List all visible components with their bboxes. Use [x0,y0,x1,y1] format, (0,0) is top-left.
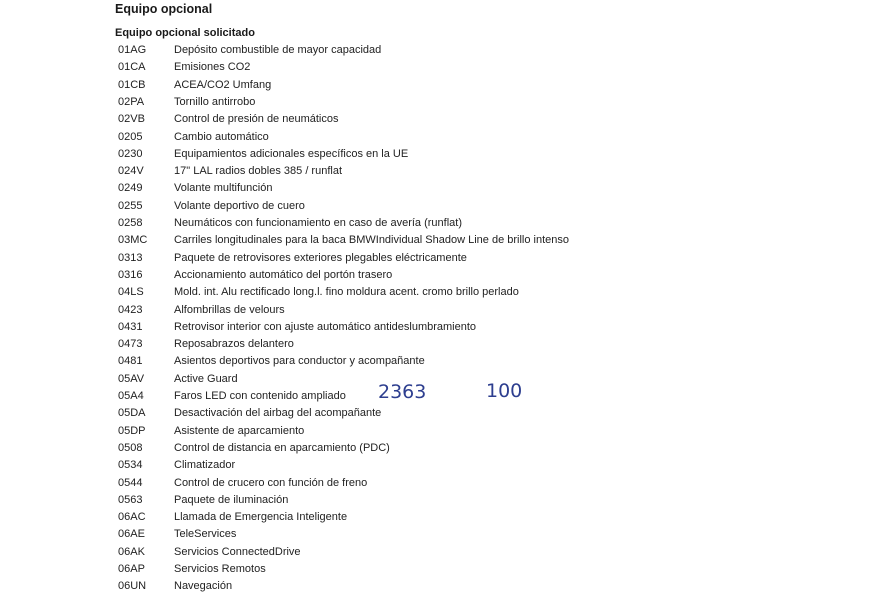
item-code: 0316 [118,268,143,281]
item-code: 05AV [118,372,145,385]
item-description: Asistente de aparcamiento [174,424,305,437]
item-description: Control de crucero con función de freno [174,476,368,489]
item-code: 01CA [118,61,146,74]
item-description: Servicios ConnectedDrive [174,545,301,558]
item-description: Desactivación del airbag del acompañante [174,407,382,420]
item-description: Llamada de Emergencia Inteligente [174,511,348,524]
item-description: Retrovisor interior con ajuste automático antideslumbramiento [174,320,477,333]
item-code: 0563 [118,493,143,506]
item-code: 05DP [118,424,146,437]
item-description: Mold. int. Alu rectificado long.l. fino moldura acent. cromo brillo perlado [174,286,519,299]
item-code: 0258 [118,217,143,229]
item-description: Accionamiento automático del portón trasero [174,268,393,281]
item-description: Servicios Remotos [174,563,266,575]
item-code: 05A4 [118,390,144,402]
item-description: Active Guard [174,372,238,385]
item-description: Carriles longitudinales para la baca BMWIndividual Shadow Line de brillo intenso [174,234,570,247]
item-code: 06AK [118,545,145,558]
item-code: 024V [118,165,144,178]
item-description: Emisiones CO2 [174,61,251,74]
item-code: 02VB [118,113,145,126]
item-code: 0534 [118,459,143,472]
item-description: Neumáticos con funcionamiento en caso de avería (runflat) [174,217,462,229]
item-description: Tornillo antirrobo [174,95,256,108]
item-code: 02PA [118,95,145,108]
item-code: 03MC [118,234,148,247]
item-description: Equipamientos adicionales específicos en la UE [174,147,409,160]
item-code: 0431 [118,320,143,333]
item-description: Navegación [174,580,233,593]
item-description: Alfombrillas de velours [174,303,285,316]
document-title: Equipo opcional [115,2,213,16]
item-description: TeleServices [174,528,237,541]
item-code: 04LS [118,286,144,299]
item-description: Climatizador [174,459,236,472]
item-code: 0313 [118,251,143,264]
item-description: Control de presión de neumáticos [174,113,339,126]
item-description: Depósito combustible de mayor capacidad [174,44,382,56]
item-code: 0423 [118,303,143,316]
item-description: ACEA/CO2 Umfang [174,78,272,91]
item-code: 0230 [118,147,143,160]
item-code: 06UN [118,580,147,593]
item-code: 01AG [118,44,147,56]
item-description: Volante deportivo de cuero [174,199,305,212]
item-code: 06AE [118,528,145,541]
item-description: 17" LAL radios dobles 385 / runflat [174,165,342,178]
item-code: 0249 [118,182,143,195]
item-description: Volante multifunción [174,182,273,195]
item-description: Reposabrazos delantero [174,338,294,351]
item-code: 0481 [118,355,143,368]
item-code: 06AC [118,511,146,524]
item-description: Paquete de iluminación [174,493,289,506]
item-code: 0508 [118,441,143,454]
item-code: 01CB [118,78,146,91]
item-description: Paquete de retrovisores exteriores plegables eléctricamente [174,251,467,264]
section-title: Equipo opcional solicitado [115,27,255,39]
handwritten-annotation-2: 100 [486,380,523,402]
item-description: Faros LED con contenido ampliado [174,390,346,402]
item-code: 0473 [118,338,143,351]
item-description: Control de distancia en aparcamiento (PDC) [174,441,390,454]
item-code: 06AP [118,563,145,575]
handwritten-annotation-1: 2363 [378,381,427,403]
item-code: 0255 [118,199,143,212]
item-code: 05DA [118,407,146,420]
item-description: Asientos deportivos para conductor y acompañante [174,355,425,368]
item-code: 0205 [118,130,143,143]
item-code: 0544 [118,476,143,489]
item-description: Cambio automático [174,130,269,143]
